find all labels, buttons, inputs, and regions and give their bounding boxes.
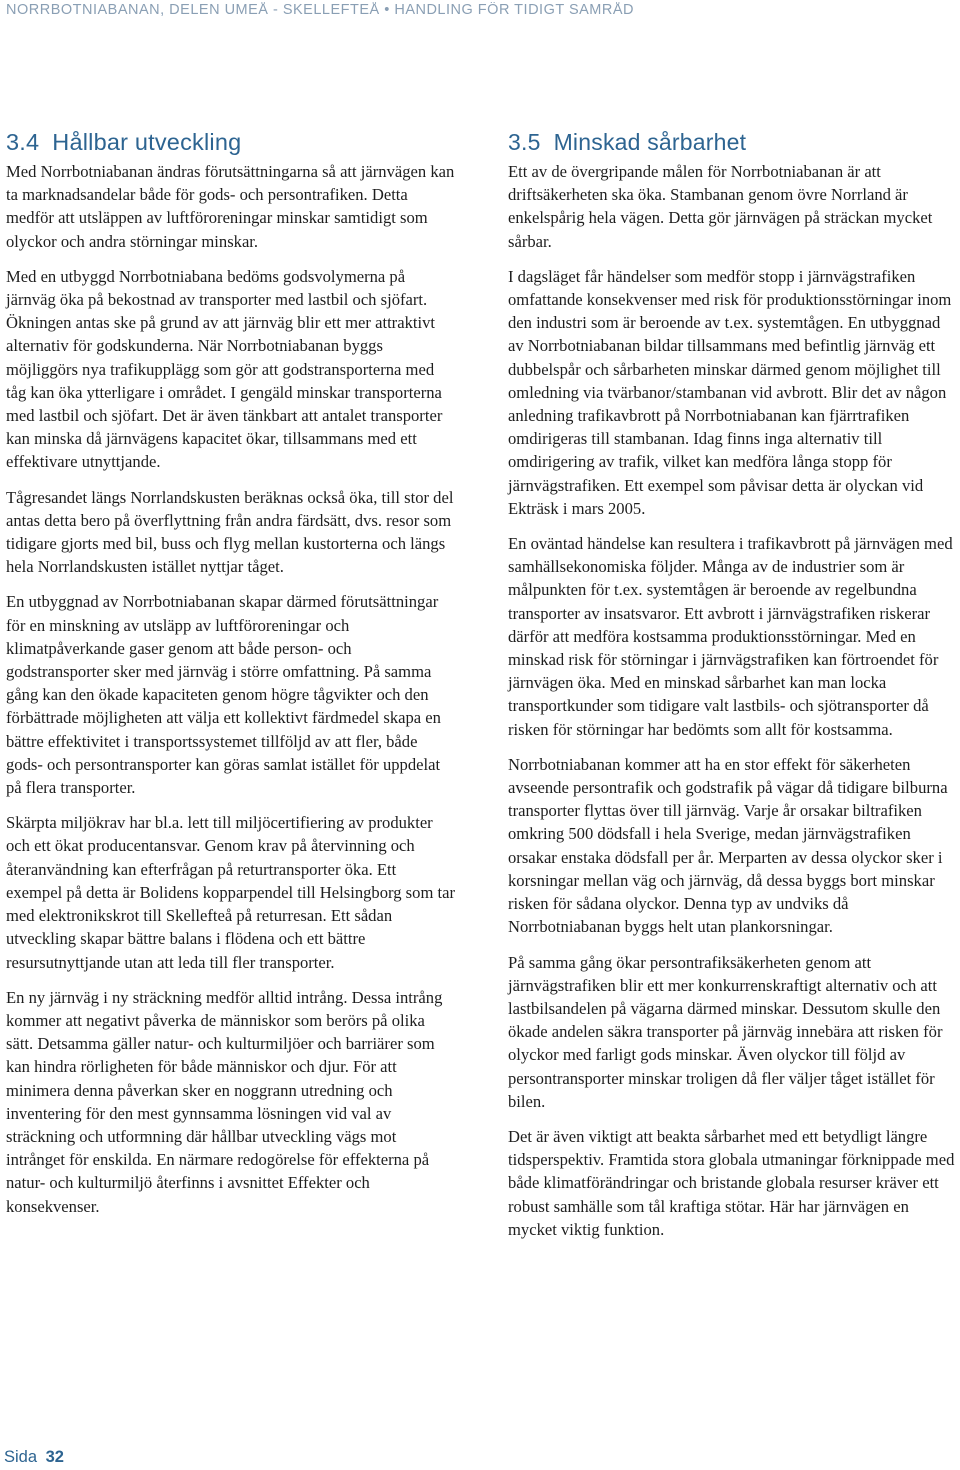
running-header: NORRBOTNIABANAN, DELEN UMEÅ - SKELLEFTEÅ • HANDLING FÖR TIDIGT SAMRÅD xyxy=(6,2,635,18)
paragraph: Skärpta miljökrav har bl.a. lett till miljöcertifiering av produkter och ett ökat producentansvar. Genom krav på återvinning och återanvändning kan efterfrågan på returtransporter öka. Ett exempel på detta är Bolidens kopparpendel till Helsingborg som tar med elektronikskrot till Skellefteå på returresan. Ett sådan utveckling skapar bättre balans i flödena och ett bättre resursutnyttjande utan att leda till fler transporter. xyxy=(6,813,455,972)
paragraph: Med en utbyggd Norrbotniabana bedöms godsvolymerna på järnväg öka på bekostnad av transporter med lastbil och sjöfart. Ökningen antas ske på grund av att järnväg blir ett mer attraktivt alternativ för godskunderna. När Norrbotniabanan byggs möjliggörs nya trafikupplägg som gör att godstransporterna med tåg kan öka ytterligare i området. I gengäld minskar transporterna med lastbil och sjöfart. Det är även tänkbart att antalet transporter kan minska då järnvägens kapacitet ökar, tillsammans med ett effektivare utnyttjande. xyxy=(6,266,443,472)
section-heading-3-5 xyxy=(508,128,958,156)
page-number: 32 xyxy=(45,1448,64,1466)
page-label: Sida xyxy=(4,1448,38,1466)
paragraph: En utbyggnad av Norrbotniabanan skapar därmed förutsättningar för en minskning av utsläpp av luftföroreningar och klimatpåverkande gaser genom att både person- och godstransporter sker med järnväg i större omfattning. På samma gång kan den ökade kapaciteten genom högre tågvikter och den förbättrade möjligheten att välja ett kollektivt färdmedel skapa en bättre effektivitet i transportssystemet tillföljd av att fler, både gods- och persontransporter kan göras samlat istället för uppdelat på flera transporter. xyxy=(6,592,441,798)
section-heading-3-4 xyxy=(6,128,456,156)
left-column xyxy=(6,128,456,1230)
paragraph: En ny järnväg i ny sträckning medför alltid intrång. Dessa intrång kommer att negativt påverka de människor som berörs på olika sätt. Detsamma gäller natur- och kulturmiljöer och barriärer som kan hindra rörligheten för både människor och djur. För att minimera denna påverkan sker en noggrann utredning och inventering för den mest gynnsamma lösningen vid val av sträckning och utformning där hållbar utveckling vägs mot intrånget för enskilda. En närmare redogörelse för effekterna på natur- och kulturmiljö återfinns i avsnittet Effekter och konsekvenser. xyxy=(6,987,443,1216)
paragraph: Ett av de övergripande målen för Norrbotniabanan är att driftsäkerheten ska öka. Stambanan genom övre Norrland är enkelspårig hela vägen. Detta gör järnvägen på sträckan mycket sårbar. xyxy=(508,162,933,251)
paragraph: Norrbotniabanan kommer att ha en stor effekt för säkerheten avseende persontrafik och godstrafik på vägar då tidigare bilburna transporter flyttas över till järnväg. Varje år orsakar biltrafiken omkring 500 dödsfall i hela Sverige, medan järnvägstrafiken orsakar enstaka dödsfall per år. Merparten av dessa olyckor sker i korsningar mellan väg och järnväg, då dessa byggs bort minskar risken för sådana olyckor. Denna typ av undviks då Norrbotniabanan byggs helt utan plankorsningar. xyxy=(508,754,948,937)
section-number: 3.5 xyxy=(508,129,541,155)
section-title: Hållbar utveckling xyxy=(52,129,242,155)
paragraph: I dagsläget får händelser som medför stopp i järnvägstrafiken omfattande konsekvenser med risk för produktionsstörningar inom den industri som är beroende av t.ex. systemtågen. En utbyggnad av Norrbotniabanan bildar tillsammans med befintlig järnväg ett dubbelspår och sårbarheten minskar därmed genom möjlighet till omledning via tvärbanor/stambanan vid avbrott. Blir det av någon anledning trafikavbrott på Norrbotniabanan kan fjärrtrafiken omdirigeras till stambanan. Idag finns inga alternativ till omdirigering av trafik, vilket kan medföra långa stopp för järnvägstrafiken. Ett exempel som påvisar detta är olyckan vid Ekträsk i mars 2005. xyxy=(508,266,952,518)
paragraph: På samma gång ökar persontrafiksäkerheten genom att järnvägstrafiken blir ett mer konkurrenskraftigt alternativ och att lastbilsandelen på vägarna därmed minskar. Dessutom skulle den ökade andelen säkra transporter på järnväg innebära att risken för olyckor med farligt gods minskar. Även olyckor till följd av persontransporter minskar troligen då fler väljer tåget istället för bilen. xyxy=(508,952,943,1111)
paragraph: En oväntad händelse kan resultera i trafikavbrott på järnvägen med samhällsekonomiska följder. Många av de industrier som är målpunkten för t.ex. systemtågen är beroende av regelbundna transporter av insatsvaror. Ett avbrott i järnvägstrafiken riskerar därför att medföra kostsamma produktionsstörningar. Med en minskad risk för störningar i järnvägstrafiken kan förtroendet för järnvägen öka. Med en minskad sårbarhet kan man locka transportkunder som tidigare valt lastbils- och sjötransporter då risken för störningar har bedömts som allt för kostsamma. xyxy=(508,534,953,739)
paragraph: Tågresandet längs Norrlandskusten beräknas också öka, till stor del antas detta bero på överflyttning från andra färdsätt, dvs. resor som tidigare gjorts med bil, buss och flyg mellan kustorterna och längs hela Norrlandskusten istället nyttjar tåget. xyxy=(6,487,454,577)
right-column xyxy=(508,128,958,1253)
section-number: 3.4 xyxy=(6,129,40,155)
section-title: Minskad sårbarhet xyxy=(553,129,747,155)
page-footer xyxy=(4,1448,64,1467)
paragraph: Det är även viktigt att beakta sårbarhet med ett betydligt längre tidsperspektiv. Framtida stora globala utmaningar förknippade med både klimatförändringar och bristande globala resurser kräver ett robust samhälle som tål kraftiga stötar. Här har järnvägen en mycket viktig funktion. xyxy=(508,1126,955,1239)
paragraph: Med Norrbotniabanan ändras förutsättningarna så att järnvägen kan ta marknadsandelar både för gods- och persontrafiken. Detta medför att utsläppen av luftföroreningar minskar samtidigt som olyckor och andra störningar minskar. xyxy=(6,162,455,251)
